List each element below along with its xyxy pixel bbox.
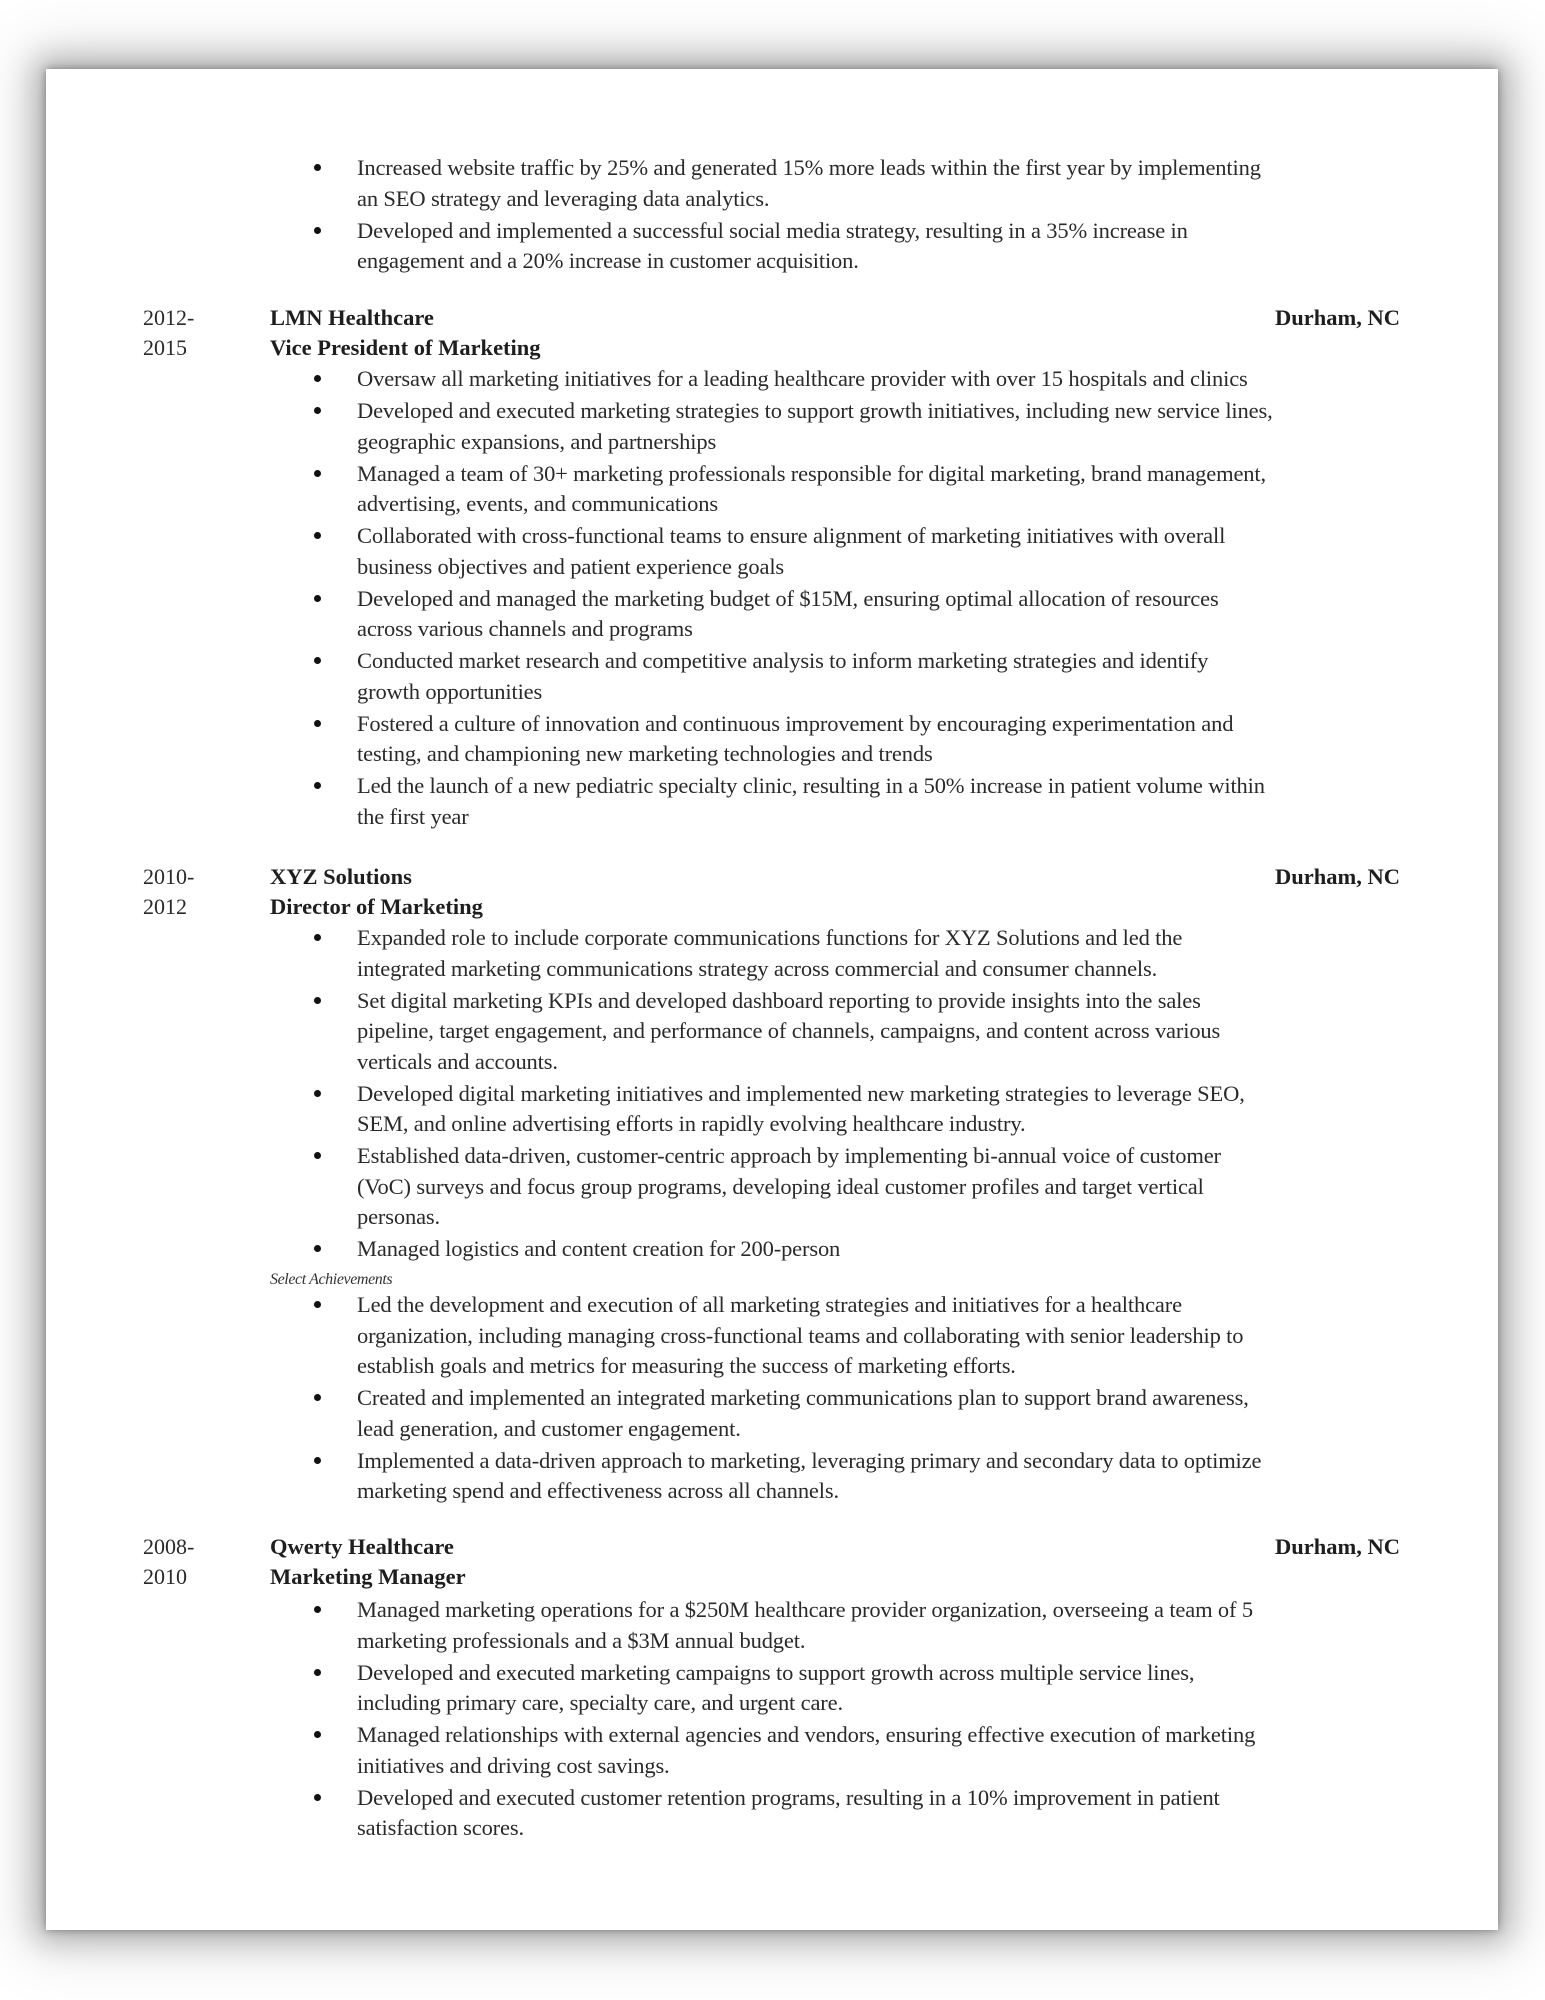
date-start: 2012-: [143, 305, 195, 330]
achievements-list: [46, 1290, 1498, 1507]
list-item: [46, 709, 1498, 770]
company-name: LMN Healthcare: [270, 305, 434, 330]
date-start: 2008-: [143, 1534, 195, 1559]
bullet-line: Conducted market research and competitive analysis to inform marketing strategies and identify: [357, 648, 1209, 673]
bullet-line: Led the launch of a new pediatric specialty clinic, resulting in a 50% increase in patient volume within: [357, 773, 1265, 798]
list-item: [46, 459, 1498, 520]
bullet-icon: [314, 997, 321, 1004]
list-item: [46, 1595, 1498, 1656]
bullet-icon: [314, 934, 321, 941]
bullet-line: marketing spend and effectiveness across all channels.: [357, 1478, 839, 1503]
bullet-icon: [314, 595, 321, 602]
bullet-line: engagement and a 20% increase in customer acquisition.: [357, 248, 859, 273]
job-header-lmn: [46, 303, 1498, 365]
bullet-line: including primary care, specialty care, and urgent care.: [357, 1690, 843, 1715]
job-location: Durham, NC: [1274, 305, 1400, 330]
bullet-line: satisfaction scores.: [357, 1815, 524, 1840]
bullet-icon: [314, 407, 321, 414]
list-item: [46, 1783, 1498, 1844]
bullet-list: [46, 364, 1498, 832]
bullet-line: Created and implemented an integrated marketing communications plan to support brand awareness,: [357, 1385, 1249, 1410]
bullet-icon: [314, 1669, 321, 1676]
select-achievements-label: Select Achievements: [270, 1271, 393, 1288]
list-item: [46, 396, 1498, 457]
list-item: [46, 646, 1498, 707]
bullet-line: Managed a team of 30+ marketing professionals responsible for digital marketing, brand management,: [357, 460, 1266, 486]
list-item: [46, 771, 1498, 832]
job-title: Vice President of Marketing: [270, 335, 541, 360]
bullet-line: SEM, and online advertising efforts in rapidly evolving healthcare industry.: [357, 1111, 1026, 1136]
bullet-icon: [314, 782, 321, 789]
bullet-line: an SEO strategy and leveraging data analytics.: [357, 185, 770, 211]
list-item: [46, 1720, 1498, 1781]
bullet-line: verticals and accounts.: [357, 1048, 558, 1074]
bullet-list: [46, 1595, 1498, 1844]
bullet-line: Set digital marketing KPIs and developed dashboard reporting to provide insights into the sales: [357, 987, 1201, 1013]
bullet-line: Developed and executed marketing strategies to support growth initiatives, including new service lines,: [357, 398, 1273, 423]
bullet-line: geographic expansions, and partnerships: [357, 428, 717, 454]
bullet-line: Fostered a culture of innovation and continuous improvement by encouraging experimentation and: [357, 710, 1234, 736]
bullet-icon: [314, 532, 321, 539]
bullet-icon: [314, 227, 321, 234]
bullet-line: organization, including managing cross-functional teams and collaborating with senior leadership to: [357, 1322, 1244, 1348]
bullet-icon: [314, 1245, 321, 1252]
job-title: Director of Marketing: [270, 894, 483, 919]
resume-page: [46, 69, 1498, 1930]
bullet-icon: [314, 1731, 321, 1738]
company-name: XYZ Solutions: [270, 864, 412, 889]
bullet-icon: [314, 1606, 321, 1613]
bullet-line: pipeline, target engagement, and performance of channels, campaigns, and content across various: [357, 1018, 1221, 1043]
bullet-icon: [314, 657, 321, 664]
bullet-line: Expanded role to include corporate communications functions for XYZ Solutions and led the: [357, 925, 1183, 950]
list-item: [46, 1383, 1498, 1444]
bullet-icon: [314, 1090, 321, 1097]
list-item: [46, 364, 1498, 395]
job-bullets-xyz: [46, 923, 1498, 1266]
bullet-line: Led the development and execution of all marketing strategies and initiatives for a healthcare: [357, 1292, 1182, 1317]
bullet-icon: [314, 720, 321, 727]
bullet-line: Developed and executed customer retention programs, resulting in a 10% improvement in patient: [357, 1784, 1220, 1810]
job-dates: [143, 303, 194, 363]
bullet-line: advertising, events, and communications: [357, 491, 718, 516]
bullet-line: Managed logistics and content creation for 200-person: [357, 1236, 841, 1261]
bullet-line: personas.: [357, 1204, 441, 1229]
achievements-bullets-xyz: [46, 1290, 1498, 1508]
bullet-line: Developed and managed the marketing budget of $15M, ensuring optimal allocation of resources: [357, 585, 1219, 611]
job-header-qwerty: [46, 1532, 1498, 1594]
job-dates: [143, 1532, 194, 1592]
list-item: [46, 1234, 1498, 1265]
job-dates: [143, 862, 194, 922]
bullet-line: business objectives and patient experience goals: [357, 553, 785, 579]
list-item: [46, 986, 1498, 1078]
bullet-line: lead generation, and customer engagement.: [357, 1415, 741, 1441]
bullet-icon: [314, 1794, 321, 1801]
bullet-line: Implemented a data-driven approach to marketing, leveraging primary and secondary data to optimize: [357, 1447, 1262, 1473]
list-item: [46, 153, 1498, 214]
job-bullets-qwerty: [46, 1595, 1498, 1845]
list-item: [46, 1658, 1498, 1719]
intro-bullet-list: [46, 153, 1498, 277]
bullet-line: Developed and executed marketing campaigns to support growth across multiple service lines,: [357, 1659, 1195, 1685]
job-header-xyz: [46, 862, 1498, 924]
list-item: [46, 1446, 1498, 1507]
bullet-line: Collaborated with cross-functional teams to ensure alignment of marketing initiatives with overall: [357, 523, 1226, 548]
intro-bullets-block: [46, 153, 1498, 278]
bullet-list: [46, 923, 1498, 1265]
list-item: [46, 584, 1498, 645]
job-title: Marketing Manager: [270, 1564, 466, 1589]
bullet-icon: [314, 1301, 321, 1308]
bullet-icon: [314, 1394, 321, 1401]
bullet-line: integrated marketing communications strategy across commercial and consumer channels.: [357, 955, 1158, 981]
bullet-line: Managed relationships with external agencies and vendors, ensuring effective execution of marketing: [357, 1722, 1256, 1747]
bullet-line: testing, and championing new marketing technologies and trends: [357, 741, 933, 766]
bullet-icon: [314, 164, 321, 171]
bullet-line: Developed digital marketing initiatives and implemented new marketing strategies to leverage SEO,: [357, 1080, 1245, 1106]
bullet-line: Developed and implemented a successful social media strategy, resulting in a 35% increase in: [357, 217, 1188, 243]
bullet-line: marketing professionals and a $3M annual budget.: [357, 1627, 806, 1653]
bullet-line: Managed marketing operations for a $250M healthcare provider organization, overseeing a team of 5: [357, 1597, 1253, 1622]
bullet-line: initiatives and driving cost savings.: [357, 1752, 670, 1778]
date-end: 2012: [143, 894, 187, 919]
bullet-line: the first year: [357, 803, 469, 829]
list-item: [46, 923, 1498, 984]
job-location: Durham, NC: [1274, 1534, 1400, 1559]
bullet-icon: [314, 375, 321, 382]
bullet-icon: [314, 1152, 321, 1159]
bullet-line: growth opportunities: [357, 678, 543, 704]
date-start: 2010-: [143, 864, 195, 889]
date-end: 2015: [143, 335, 187, 360]
list-item: [46, 1079, 1498, 1140]
bullet-line: Oversaw all marketing initiatives for a leading healthcare provider with over 15 hospitals and clinics: [357, 366, 1248, 391]
date-end: 2010: [143, 1564, 187, 1589]
bullet-icon: [314, 470, 321, 477]
job-location: Durham, NC: [1274, 864, 1400, 889]
list-item: [46, 521, 1498, 582]
job-bullets-lmn: [46, 364, 1498, 834]
bullet-line: establish goals and metrics for measuring the success of marketing efforts.: [357, 1353, 1016, 1378]
bullet-line: Increased website traffic by 25% and generated 15% more leads within the first year by implementing: [357, 155, 1261, 180]
list-item: [46, 216, 1498, 277]
company-name: Qwerty Healthcare: [270, 1534, 454, 1559]
list-item: [46, 1290, 1498, 1382]
page-content: [46, 69, 1498, 1930]
bullet-line: Established data-driven, customer-centric approach by implementing bi-annual voice of customer: [357, 1143, 1221, 1168]
list-item: [46, 1141, 1498, 1233]
bullet-icon: [314, 1457, 321, 1464]
bullet-line: (VoC) surveys and focus group programs, developing ideal customer profiles and target vertical: [357, 1173, 1204, 1199]
bullet-line: across various channels and programs: [357, 616, 693, 641]
